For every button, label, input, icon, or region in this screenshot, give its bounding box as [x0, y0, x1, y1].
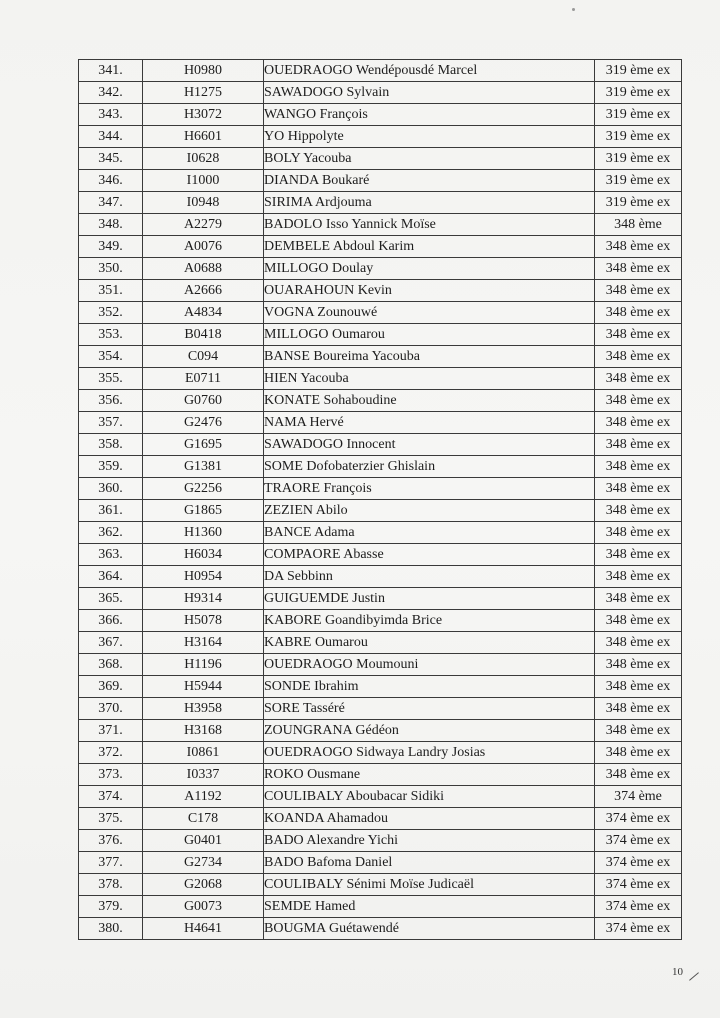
row-number: 355. [79, 368, 143, 390]
candidate-rank: 348 ème ex [595, 324, 682, 346]
table-row [79, 874, 682, 896]
candidate-name: KABORE Goandibyimda Brice [264, 610, 595, 632]
table-row [79, 324, 682, 346]
row-number: 361. [79, 500, 143, 522]
table-row [79, 346, 682, 368]
table-row [79, 368, 682, 390]
table-row [79, 632, 682, 654]
candidate-name: KOANDA Ahamadou [264, 808, 595, 830]
candidate-code: A1192 [143, 786, 264, 808]
candidate-name: COULIBALY Sénimi Moïse Judicaël [264, 874, 595, 896]
candidate-name: SAWADOGO Sylvain [264, 82, 595, 104]
candidate-code: A0688 [143, 258, 264, 280]
candidate-rank: 348 ème ex [595, 258, 682, 280]
row-number: 342. [79, 82, 143, 104]
table-row [79, 610, 682, 632]
candidate-code: H3164 [143, 632, 264, 654]
row-number: 376. [79, 830, 143, 852]
row-number: 350. [79, 258, 143, 280]
candidate-rank: 348 ème ex [595, 544, 682, 566]
row-number: 346. [79, 170, 143, 192]
candidate-name: COMPAORE Abasse [264, 544, 595, 566]
candidate-rank: 348 ème ex [595, 632, 682, 654]
candidate-name: NAMA Hervé [264, 412, 595, 434]
candidate-name: ZOUNGRANA Gédéon [264, 720, 595, 742]
candidate-code: H3168 [143, 720, 264, 742]
candidate-rank: 348 ème ex [595, 654, 682, 676]
table-row [79, 654, 682, 676]
candidate-code: H0980 [143, 60, 264, 82]
candidate-code: H3958 [143, 698, 264, 720]
candidate-rank: 374 ème ex [595, 830, 682, 852]
candidate-name: SORE Tasséré [264, 698, 595, 720]
candidate-code: G2256 [143, 478, 264, 500]
row-number: 362. [79, 522, 143, 544]
candidate-name: OUEDRAOGO Sidwaya Landry Josias [264, 742, 595, 764]
candidate-code: C094 [143, 346, 264, 368]
candidate-rank: 348 ème ex [595, 412, 682, 434]
table-row [79, 434, 682, 456]
table-row [79, 698, 682, 720]
candidate-name: BANCE Adama [264, 522, 595, 544]
table-row [79, 258, 682, 280]
candidate-name: DIANDA Boukaré [264, 170, 595, 192]
candidate-rank: 348 ème ex [595, 280, 682, 302]
row-number: 352. [79, 302, 143, 324]
row-number: 374. [79, 786, 143, 808]
table-row [79, 808, 682, 830]
candidate-name: YO Hippolyte [264, 126, 595, 148]
candidate-name: BANSE Boureima Yacouba [264, 346, 595, 368]
candidate-rank: 374 ème [595, 786, 682, 808]
candidate-rank: 348 ème ex [595, 236, 682, 258]
candidate-code: G2068 [143, 874, 264, 896]
candidate-rank: 319 ème ex [595, 104, 682, 126]
table-row [79, 588, 682, 610]
table-row [79, 478, 682, 500]
row-number: 357. [79, 412, 143, 434]
candidate-name: BOUGMA Guétawendé [264, 918, 595, 940]
row-number: 368. [79, 654, 143, 676]
row-number: 351. [79, 280, 143, 302]
candidate-code: H9314 [143, 588, 264, 610]
candidate-name: KABRE Oumarou [264, 632, 595, 654]
table-row [79, 104, 682, 126]
table-row [79, 302, 682, 324]
table-row [79, 192, 682, 214]
candidate-name: OUEDRAOGO Wendépousdé Marcel [264, 60, 595, 82]
candidate-name: SAWADOGO Innocent [264, 434, 595, 456]
row-number: 380. [79, 918, 143, 940]
table-row [79, 412, 682, 434]
candidate-code: I0948 [143, 192, 264, 214]
candidate-rank: 374 ème ex [595, 874, 682, 896]
table-row [79, 786, 682, 808]
candidate-rank: 374 ème ex [595, 896, 682, 918]
table-row [79, 236, 682, 258]
candidate-rank: 319 ème ex [595, 82, 682, 104]
candidate-code: E0711 [143, 368, 264, 390]
candidate-rank: 348 ème ex [595, 720, 682, 742]
candidate-code: G0401 [143, 830, 264, 852]
row-number: 349. [79, 236, 143, 258]
row-number: 364. [79, 566, 143, 588]
candidate-code: H0954 [143, 566, 264, 588]
candidate-code: C178 [143, 808, 264, 830]
candidate-rank: 348 ème ex [595, 434, 682, 456]
page-number: 10 [672, 966, 683, 978]
candidate-name: ROKO Ousmane [264, 764, 595, 786]
candidate-rank: 348 ème ex [595, 456, 682, 478]
row-number: 359. [79, 456, 143, 478]
candidate-code: I1000 [143, 170, 264, 192]
candidate-name: HIEN Yacouba [264, 368, 595, 390]
table-row [79, 82, 682, 104]
row-number: 377. [79, 852, 143, 874]
table-row [79, 676, 682, 698]
candidate-rank: 348 ème ex [595, 522, 682, 544]
candidate-code: G2734 [143, 852, 264, 874]
row-number: 378. [79, 874, 143, 896]
results-table [78, 59, 682, 940]
candidate-rank: 319 ème ex [595, 170, 682, 192]
table-row [79, 852, 682, 874]
candidate-name: OUEDRAOGO Moumouni [264, 654, 595, 676]
row-number: 365. [79, 588, 143, 610]
candidate-name: DEMBELE Abdoul Karim [264, 236, 595, 258]
candidate-code: I0861 [143, 742, 264, 764]
candidate-rank: 348 ème ex [595, 368, 682, 390]
candidate-code: H5078 [143, 610, 264, 632]
candidate-rank: 348 ème ex [595, 676, 682, 698]
table-row [79, 830, 682, 852]
candidate-name: SIRIMA Ardjouma [264, 192, 595, 214]
candidate-rank: 348 ème ex [595, 698, 682, 720]
row-number: 363. [79, 544, 143, 566]
candidate-name: DA Sebbinn [264, 566, 595, 588]
table-row [79, 60, 682, 82]
candidate-code: A0076 [143, 236, 264, 258]
candidate-rank: 348 ème ex [595, 566, 682, 588]
results-table-body [79, 60, 682, 940]
row-number: 370. [79, 698, 143, 720]
candidate-rank: 348 ème ex [595, 302, 682, 324]
row-number: 360. [79, 478, 143, 500]
candidate-name: BADO Bafoma Daniel [264, 852, 595, 874]
candidate-rank: 319 ème ex [595, 148, 682, 170]
table-row [79, 720, 682, 742]
candidate-rank: 319 ème ex [595, 192, 682, 214]
candidate-code: G1865 [143, 500, 264, 522]
table-row [79, 148, 682, 170]
candidate-name: COULIBALY Aboubacar Sidiki [264, 786, 595, 808]
candidate-code: H4641 [143, 918, 264, 940]
candidate-code: H3072 [143, 104, 264, 126]
row-number: 341. [79, 60, 143, 82]
row-number: 343. [79, 104, 143, 126]
candidate-code: H5944 [143, 676, 264, 698]
candidate-rank: 348 ème ex [595, 588, 682, 610]
table-row [79, 456, 682, 478]
table-row [79, 522, 682, 544]
candidate-name: BOLY Yacouba [264, 148, 595, 170]
candidate-rank: 348 ème [595, 214, 682, 236]
table-row [79, 126, 682, 148]
table-row [79, 544, 682, 566]
row-number: 344. [79, 126, 143, 148]
table-row [79, 280, 682, 302]
candidate-code: H6601 [143, 126, 264, 148]
pen-stroke-mark [689, 972, 699, 980]
candidate-rank: 374 ème ex [595, 808, 682, 830]
row-number: 354. [79, 346, 143, 368]
row-number: 379. [79, 896, 143, 918]
candidate-name: MILLOGO Doulay [264, 258, 595, 280]
candidate-code: A4834 [143, 302, 264, 324]
candidate-code: I0628 [143, 148, 264, 170]
speck-mark [572, 8, 575, 11]
candidate-code: A2279 [143, 214, 264, 236]
table-row [79, 500, 682, 522]
row-number: 358. [79, 434, 143, 456]
table-row [79, 918, 682, 940]
candidate-rank: 374 ème ex [595, 918, 682, 940]
candidate-name: GUIGUEMDE Justin [264, 588, 595, 610]
candidate-rank: 348 ème ex [595, 390, 682, 412]
candidate-code: I0337 [143, 764, 264, 786]
candidate-rank: 348 ème ex [595, 742, 682, 764]
row-number: 366. [79, 610, 143, 632]
candidate-code: G0073 [143, 896, 264, 918]
candidate-rank: 348 ème ex [595, 610, 682, 632]
candidate-code: H1196 [143, 654, 264, 676]
table-row [79, 742, 682, 764]
row-number: 353. [79, 324, 143, 346]
row-number: 356. [79, 390, 143, 412]
candidate-code: H1275 [143, 82, 264, 104]
table-row [79, 170, 682, 192]
candidate-name: ZEZIEN Abilo [264, 500, 595, 522]
candidate-name: BADOLO Isso Yannick Moïse [264, 214, 595, 236]
row-number: 347. [79, 192, 143, 214]
candidate-name: WANGO François [264, 104, 595, 126]
candidate-code: B0418 [143, 324, 264, 346]
candidate-name: MILLOGO Oumarou [264, 324, 595, 346]
candidate-rank: 348 ème ex [595, 346, 682, 368]
candidate-name: BADO Alexandre Yichi [264, 830, 595, 852]
candidate-name: KONATE Sohaboudine [264, 390, 595, 412]
candidate-rank: 348 ème ex [595, 478, 682, 500]
candidate-rank: 348 ème ex [595, 500, 682, 522]
candidate-name: OUARAHOUN Kevin [264, 280, 595, 302]
row-number: 373. [79, 764, 143, 786]
table-row [79, 390, 682, 412]
table-row [79, 896, 682, 918]
row-number: 348. [79, 214, 143, 236]
row-number: 367. [79, 632, 143, 654]
candidate-rank: 374 ème ex [595, 852, 682, 874]
row-number: 371. [79, 720, 143, 742]
candidate-rank: 348 ème ex [595, 764, 682, 786]
candidate-name: SONDE Ibrahim [264, 676, 595, 698]
candidate-name: VOGNA Zounouwé [264, 302, 595, 324]
candidate-code: G1381 [143, 456, 264, 478]
row-number: 372. [79, 742, 143, 764]
row-number: 375. [79, 808, 143, 830]
candidate-name: SOME Dofobaterzier Ghislain [264, 456, 595, 478]
candidate-code: A2666 [143, 280, 264, 302]
row-number: 369. [79, 676, 143, 698]
candidate-code: H6034 [143, 544, 264, 566]
candidate-code: G1695 [143, 434, 264, 456]
table-row [79, 214, 682, 236]
table-row [79, 566, 682, 588]
candidate-code: G0760 [143, 390, 264, 412]
candidate-code: H1360 [143, 522, 264, 544]
candidate-name: SEMDE Hamed [264, 896, 595, 918]
table-row [79, 764, 682, 786]
candidate-rank: 319 ème ex [595, 60, 682, 82]
candidate-code: G2476 [143, 412, 264, 434]
row-number: 345. [79, 148, 143, 170]
candidate-name: TRAORE François [264, 478, 595, 500]
candidate-rank: 319 ème ex [595, 126, 682, 148]
